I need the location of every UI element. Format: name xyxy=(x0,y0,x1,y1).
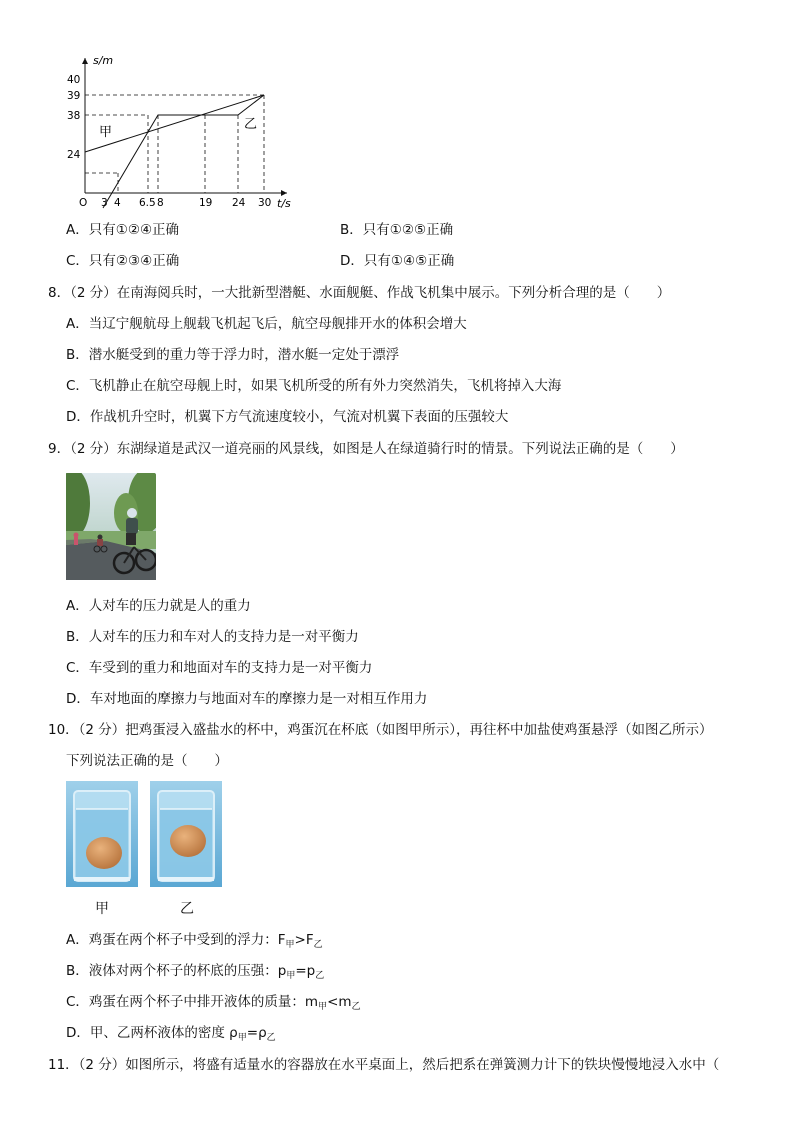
y-tick-24: 24 xyxy=(67,149,81,161)
q9-option-b[interactable]: B．人对车的压力和车对人的支持力是一对平衡力 xyxy=(66,629,359,645)
origin-label: O xyxy=(79,197,88,209)
q10-option-c[interactable]: C．鸡蛋在两个杯子中排开液体的质量：$m_甲<m_乙$ xyxy=(66,994,361,1012)
y-tick-39: 39 xyxy=(67,90,81,102)
x-tick-30: 30 xyxy=(258,197,272,209)
q10-stem-line1: 10．（2 分）把鸡蛋浸入盛盐水的杯中，鸡蛋沉在杯底（如图甲所示），再往杯中加盐使鸡蛋悬浮（如图乙所示） xyxy=(48,722,713,738)
x-tick-24: 24 xyxy=(232,197,246,209)
q8-option-b[interactable]: B．潜水艇受到的重力等于浮力时，潜水艇一定处于漂浮 xyxy=(66,347,400,363)
q10-option-a[interactable]: A．鸡蛋在两个杯子中受到的浮力：$F_甲>F_乙$ xyxy=(66,932,323,950)
q7-option-c[interactable]: C．只有②③④正确 xyxy=(66,253,180,269)
x-axis-label: t/s xyxy=(277,197,291,210)
x-tick-8: 8 xyxy=(157,197,164,209)
line-yi xyxy=(85,95,264,152)
x-tick-3: 3 xyxy=(101,197,108,209)
label-yi: 乙 xyxy=(244,117,258,132)
beaker-photo-jia xyxy=(66,781,138,887)
q8-option-a[interactable]: A．当辽宁舰航母上舰载飞机起飞后，航空母舰排开水的体积会增大 xyxy=(66,316,467,332)
q9-option-c[interactable]: C．车受到的重力和地面对车的支持力是一对平衡力 xyxy=(66,660,373,676)
cycling-photo xyxy=(66,473,156,580)
label-jia: 甲 xyxy=(99,125,113,140)
q7-option-b[interactable]: B．只有①②⑤正确 xyxy=(340,222,454,238)
q10-stem-line2: 下列说法正确的是（ ） xyxy=(66,753,228,769)
line-jia xyxy=(103,95,264,208)
q8-stem: 8．（2 分）在南海阅兵时，一大批新型潜艇、水面舰艇、作战飞机集中展示。下列分析合理的是（ ） xyxy=(48,285,671,301)
q8-option-d[interactable]: D．作战机升空时，机翼下方气流速度较小，气流对机翼下表面的压强较大 xyxy=(66,409,509,425)
distance-time-graph xyxy=(55,50,305,215)
q7-option-a[interactable]: A．只有①②④正确 xyxy=(66,222,180,238)
x-tick-4: 4 xyxy=(114,197,121,209)
q10-option-d[interactable]: D．甲、乙两杯液体的密度 $\rho_甲=\rho_乙$ xyxy=(66,1025,276,1043)
caption-jia: 甲 xyxy=(95,901,109,917)
caption-yi: 乙 xyxy=(180,901,194,917)
q11-stem: 11．（2 分）如图所示，将盛有适量水的容器放在水平桌面上，然后把系在弹簧测力计下的铁块慢慢地浸入水中（ xyxy=(48,1057,720,1073)
q8-option-c[interactable]: C．飞机静止在航空母舰上时，如果飞机所受的所有外力突然消失，飞机将掉入大海 xyxy=(66,378,562,394)
q9-stem: 9．（2 分）东湖绿道是武汉一道亮丽的风景线，如图是人在绿道骑行时的情景。下列说法正确的是（ ） xyxy=(48,441,684,457)
x-tick-19: 19 xyxy=(199,197,213,209)
q9-option-d[interactable]: D．车对地面的摩擦力与地面对车的摩擦力是一对相互作用力 xyxy=(66,691,428,707)
q7-option-d[interactable]: D．只有①④⑤正确 xyxy=(340,253,455,269)
q10-option-b[interactable]: B．液体对两个杯子的杯底的压强：$p_甲=p_乙$ xyxy=(66,963,325,981)
y-tick-38: 38 xyxy=(67,110,81,122)
x-tick-6-5: 6.5 xyxy=(139,197,156,209)
q9-option-a[interactable]: A．人对车的压力就是人的重力 xyxy=(66,598,251,614)
beaker-photo-yi xyxy=(150,781,222,887)
y-tick-40: 40 xyxy=(67,74,81,86)
y-axis-label: s/m xyxy=(93,54,114,67)
